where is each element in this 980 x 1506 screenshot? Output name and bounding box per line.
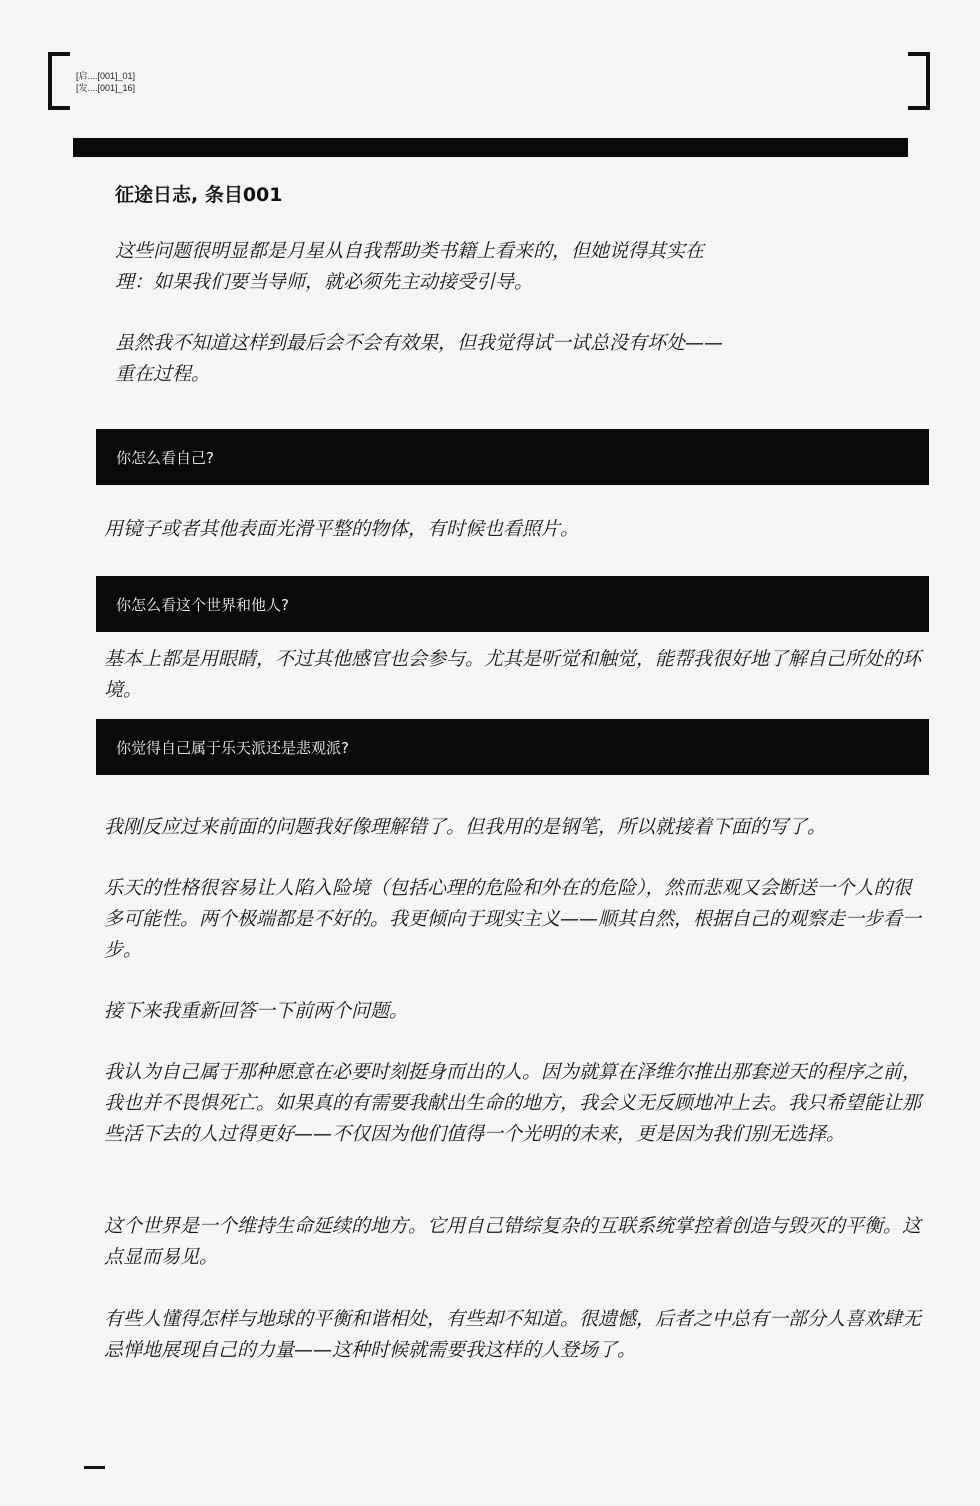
document-meta <box>76 70 135 94</box>
question-bar-1 <box>96 429 929 485</box>
answer-2: 基本上都是用眼睛，不过其他感官也会参与。尤其是听觉和触觉，能帮我很好地了解自己所处的环境。 <box>104 648 922 701</box>
answer-3-paragraph-4: 我认为自己属于那种愿意在必要时刻挺身而出的人。因为就算在泽维尔推出那套逆天的程序之前，我也并不畏惧死亡。如果真的有需要我献出生命的地方，我会义无反顾地冲上去。我只希望能让那些活下去的人过得更好——不仅因为他们值得一个光明的未来，更是因为我们别无选择。 <box>104 1061 922 1145</box>
entry-title: 征途日志, 条目001 <box>115 184 283 206</box>
answer-3-paragraph-6: 有些人懂得怎样与地球的平衡和谐相处，有些却不知道。很遗憾，后者之中总有一部分人喜欢肆无忌惮地展现自己的力量——这种时候就需要我这样的人登场了。 <box>104 1308 922 1361</box>
header-rule <box>73 138 908 157</box>
intro-paragraph-1: 这些问题很明显都是月星从自我帮助类书籍上看来的，但她说得其实在理：如果我们要当导师，就必须先主动接受引导。 <box>115 240 705 293</box>
question-3-text: 你觉得自己属于乐天派还是悲观派? <box>116 738 349 757</box>
answer-3-paragraph-2: 乐天的性格很容易让人陷入险境（包括心理的危险和外在的危险），然而悲观又会断送一个人的很多可能性。两个极端都是不好的。我更倾向于现实主义——顺其自然，根据自己的观察走一步看一步。 <box>104 877 922 961</box>
answer-3-paragraph-3: 接下来我重新回答一下前两个问题。 <box>104 1000 409 1022</box>
question-1-text: 你怎么看自己? <box>116 448 214 467</box>
corner-bracket-top-left <box>48 52 70 110</box>
question-bar-2 <box>96 576 929 632</box>
answer-3-paragraph-1: 我刚反应过来前面的问题我好像理解错了。但我用的是钢笔，所以就接着下面的写了。 <box>104 816 827 838</box>
meta-line-2: [发....[001]_16] <box>76 83 136 93</box>
answer-3-paragraph-5: 这个世界是一个维持生命延续的地方。它用自己错综复杂的互联系统掌控着创造与毁灭的平衡。这点显而易见。 <box>104 1215 922 1268</box>
meta-line-1: [启....[001]_01] <box>76 71 136 81</box>
question-bar-3 <box>96 719 929 775</box>
page-marker-dash <box>84 1466 105 1469</box>
corner-bracket-top-right <box>908 52 930 110</box>
answer-1: 用镜子或者其他表面光滑平整的物体，有时候也看照片。 <box>104 518 580 540</box>
intro-paragraph-2: 虽然我不知道这样到最后会不会有效果，但我觉得试一试总没有坏处——重在过程。 <box>115 332 724 385</box>
question-2-text: 你怎么看这个世界和他人? <box>116 595 289 614</box>
